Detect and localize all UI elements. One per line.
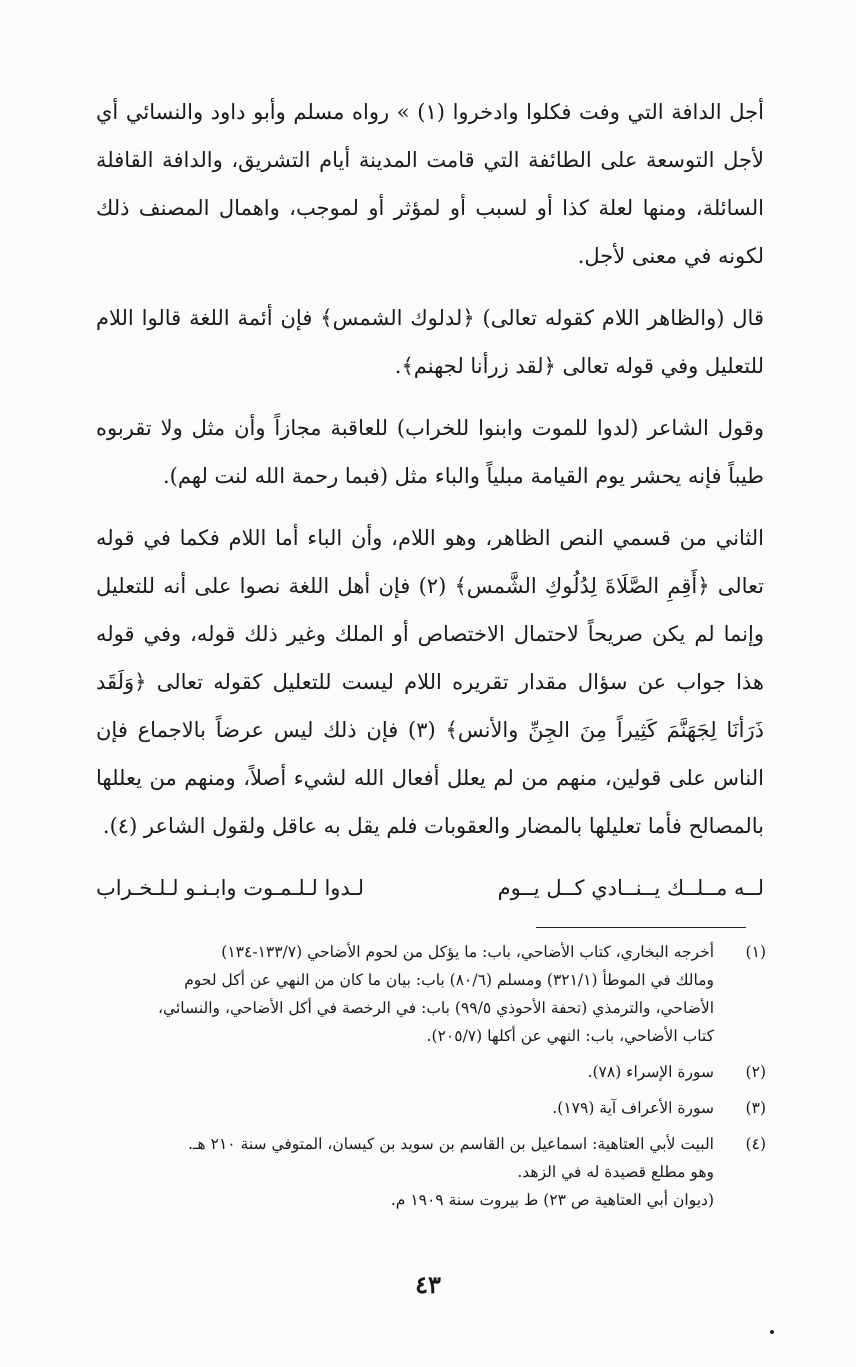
main-text — [96, 88, 764, 912]
paragraph-3: وقول الشاعر (لدوا للموت وابنوا للخراب) للعاقبة مجازاً وأن مثل ولا تقربوه طيباً فإنه يحشر يوم القيامة مبلياً والباء مثل (فبما رحمة الله لنت لهم). — [96, 416, 764, 488]
paragraph-4: الثاني من قسمي النص الظاهر، وهو اللام، وأن الباء أما اللام فكما في قوله تعالى ﴿أَقِمِ الصَّلَاةَ لِدُلُوكِ الشَّمس﴾ (٢) فإن أهل اللغة نصوا على أنه للتعليل وإنما لم يكن صريحاً لاحتمال الاختصاص أو الملك وغير ذلك قوله، وفي قوله هذا جواب عن سؤال مقدار تقريره اللام ليست للتعليل كقوله تعالى ﴿وَلَقَد ذَرَأنَا لِجَهَنَّمَ كَثِيراً مِنَ الجِنِّ والأنس﴾ (٣) فإن ذلك ليس عرضاً بالاجماع فإن الناس على قولين، منهم من لم يعلل أفعال الله لشيء أصلاً، ومنهم من يعللها بالمصالح فأما تعليلها بالمضار والعقوبات فلم يقل به عاقل ولقول الشاعر (٤). — [96, 526, 765, 838]
footnote-body — [92, 1094, 714, 1122]
footnote-number: (٤) — [745, 1135, 766, 1153]
footnote-3 — [92, 1094, 766, 1122]
footnote-line: البيت لأبي العتاهية: اسماعيل بن القاسم بن سويد بن كيسان، المتوفي سنة ٢١٠ هـ. — [188, 1135, 714, 1153]
footnote-number: (٣) — [745, 1099, 766, 1117]
footnote-line: ومالك في الموطأ (٣٢١/١) ومسلم (٨٠/٦) باب: بيان ما كان من النهي عن أكل لحوم — [184, 971, 714, 989]
poetry-verse — [96, 864, 764, 912]
footnote-4 — [92, 1130, 766, 1214]
footnote-line: (ديوان أبي العتاهية ص ٢٣) ط بيروت سنة ١٩٠٩ م. — [390, 1191, 714, 1209]
footnote-line: الأضاحي، والترمذي (تحفة الأحوذي ٩٩/٥) باب: في الرخصة في أكل الأضاحي، والنسائي، — [158, 999, 714, 1017]
footnote-line: كتاب الأضاحي، باب: النهي عن أكلها (٢٠٥/٧). — [426, 1027, 714, 1045]
paragraph-1: أجل الدافة التي وفت فكلوا وادخروا (١) » رواه مسلم وأبو داود والنسائي أي لأجل التوسعة على الطائفة التي قامت المدينة أيام التشريق، والدافة القافلة السائلة، ومنها لعلة كذا أو لسبب أو لمؤثر أو لموجب، واهمال المصنف ذلك لكونه في معنى لأجل. — [96, 100, 764, 268]
footnote-separator — [536, 927, 746, 928]
paragraph-2: قال (والظاهر اللام كقوله تعالى) ﴿لدلوك الشمس﴾ فإن أئمة اللغة قالوا اللام للتعليل وفي قوله تعالى ﴿لقد زرأنا لجهنم﴾. — [96, 306, 764, 378]
scan-speck — [770, 1330, 774, 1334]
footnote-number: (١) — [745, 943, 766, 961]
page-number: ٤٣ — [415, 1270, 441, 1299]
footnotes — [92, 938, 766, 1222]
footnote-line: سورة الإسراء (٧٨). — [587, 1063, 714, 1081]
footnote-body — [92, 1130, 714, 1214]
footnote-line: أخرجه البخاري، كتاب الأضاحي، باب: ما يؤكل من لحوم الأضاحي (١٣٣/٧-١٣٤) — [221, 943, 714, 961]
footnote-line: سورة الأعراف آية (١٧٩). — [552, 1099, 714, 1117]
footnote-line: وهو مطلع قصيدة له في الزهد. — [517, 1163, 714, 1181]
verse-second-hemistich: لـدوا لـلـمـوت وابـنـو لـلـخـراب — [96, 876, 365, 900]
footnote-1 — [92, 938, 766, 1050]
footnote-number: (٢) — [745, 1063, 766, 1081]
footnote-2 — [92, 1058, 766, 1086]
verse-first-hemistich: لــه مــلــك يــنــادي كــل يــوم — [497, 876, 764, 900]
footnote-body — [92, 938, 714, 1050]
footnote-body — [92, 1058, 714, 1086]
